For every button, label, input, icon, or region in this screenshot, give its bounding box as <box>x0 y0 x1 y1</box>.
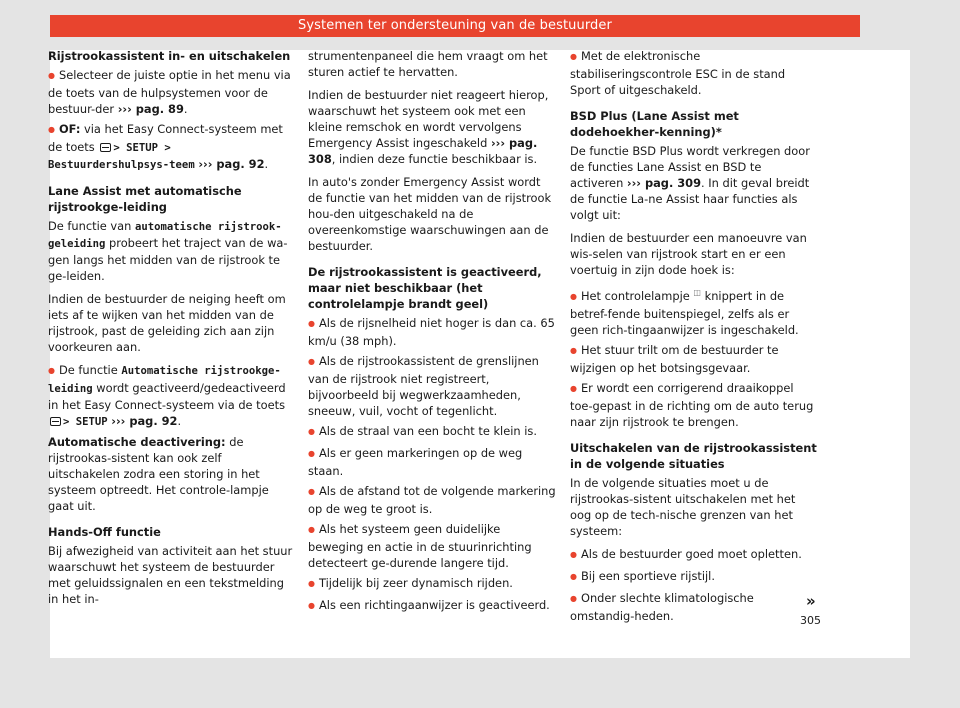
heading-hands-off: Hands-Off functie <box>48 525 161 539</box>
list-item: ● Tijdelijk bij zeer dynamisch rijden. <box>308 575 556 593</box>
paragraph: De functie BSD Plus wordt verkregen door de functies Lane Assist en BSD te activeren ››› pag. 309. In dit geval breidt de functie La-ne Assist haar functies als volgt uit: <box>570 144 810 222</box>
paragraph: In de volgende situaties moet u de rijstrookas-sistent uitschakelen met het oog op de tech-nische grenzen van het systeem: <box>570 475 796 538</box>
list-item: ● Met de elektronische stabiliseringscontrole ESC in de stand Sport of uitgeschakeld. <box>570 48 818 98</box>
list-item: ● Als het systeem geen duidelijke beweging en actie in de stuurinrichting detecteert ge-durende langere tijd. <box>308 521 556 571</box>
paragraph: Automatische deactivering: de rijstrookas-sistent kan ook zelf uitschakelen zodra een storing in het systeem optreedt. Het controle-lampje gaat uit. <box>48 435 269 513</box>
continue-arrow-icon: » <box>806 592 816 610</box>
paragraph: Bij afwezigheid van activiteit aan het stuur waarschuwt het systeem de bestuurder met geluidssignalen en een tekstmelding in het in- <box>48 544 293 606</box>
car-menu-icon <box>100 143 111 152</box>
paragraph: strumentenpaneel die hem vraagt om het sturen actief te hervatten. <box>308 49 548 79</box>
list-item: ● Als de bestuurder goed moet opletten. <box>570 546 818 564</box>
list-item: ● Het stuur trilt om de bestuurder te wijzigen op het botsingsgevaar. <box>570 342 818 376</box>
page-reference[interactable]: ››› pag. 89 <box>117 102 184 116</box>
page-reference[interactable]: ››› pag. 92 <box>198 157 265 171</box>
list-item: ● Als een richtingaanwijzer is geactiveerd. <box>308 597 556 615</box>
list-item: ● De functie Automatische rijstrookge-leiding wordt geactiveerd/gedeactiveerd in het Easy Connect-systeem via de toets > SETUP ››› pag. 92. <box>48 362 296 430</box>
warning-lamp-icon: ◫ <box>693 288 701 297</box>
list-item: ● Als er geen markeringen op de weg staan. <box>308 445 556 479</box>
heading-not-available: De rijstrookassistent is geactiveerd, maar niet beschikbaar (het controlelampje brandt geel) <box>308 265 542 311</box>
list-item: ● Als de straal van een bocht te klein is. <box>308 423 556 441</box>
list-item: ● Bij een sportieve rijstijl. <box>570 568 818 586</box>
heading-lane-assist-guidance: Lane Assist met automatische rijstrookge-leiding <box>48 184 242 214</box>
list-item: ● Selecteer de juiste optie in het menu via de toets van de hulpsystemen voor de bestuur-der ››› pag. 89. <box>48 67 296 117</box>
list-item: ● Als de afstand tot de volgende markering op de weg te groot is. <box>308 483 556 517</box>
list-item: ● Als de rijstrookassistent de grenslijnen van de rijstrook niet registreert, bijvoorbeeld bij wegwerkzaamheden, sneeuw, vuil, vocht of tegenlicht. <box>308 353 556 419</box>
menu-path: > SETUP > Bestuurdershulpsys-teem <box>48 142 195 171</box>
page-reference[interactable]: ››› pag. 308 <box>308 136 538 166</box>
column-1 <box>48 48 296 614</box>
car-menu-icon <box>50 417 61 426</box>
paragraph: Indien de bestuurder de neiging heeft om iets af te wijken van het midden van de rijstrook, past de geleiding zich aan zijn voorkeuren aan. <box>48 292 286 354</box>
list-item: ● Er wordt een corrigerend draaikoppel toe-gepast in de richting om de auto terug naar zijn rijstrook te brengen. <box>570 380 818 430</box>
paragraph: Indien de bestuurder niet reageert hierop, waarschuwt het systeem ook met een kleine remschok en wordt vervolgens Emergency Assist ingeschakeld ››› pag. 308, indien deze functie beschikbaar is. <box>308 88 549 166</box>
paragraph: De functie van automatische rijstrook-geleiding probeert het traject van de wa-gen langs het midden van de rijstrook te ge-leiden. <box>48 219 288 283</box>
page-reference[interactable]: ››› pag. 309 <box>626 176 702 190</box>
page-title: Systemen ter ondersteuning van de bestuurder <box>50 15 860 37</box>
list-item: ● Het controlelampje ◫ knippert in de betref-fende buitenspiegel, zelfs als er geen rich-tingaanwijzer is ingeschakeld. <box>570 285 818 338</box>
heading-switch-off: Uitschakelen van de rijstrookassistent in de volgende situaties <box>570 440 817 471</box>
heading-lane-assist-toggle: Rijstrookassistent in- en uitschakelen <box>48 49 291 63</box>
column-2 <box>308 48 556 619</box>
list-item: ● Onder slechte klimatologische omstandig-heden. <box>570 590 818 624</box>
list-item: ● Als de rijsnelheid niet hoger is dan ca. 65 km/u (38 mph). <box>308 315 556 349</box>
page-reference[interactable]: ››› pag. 92 <box>111 414 178 428</box>
page-number: 305 <box>800 614 821 627</box>
column-3 <box>570 48 818 628</box>
list-item: ● OF: via het Easy Connect-systeem met de toets > SETUP > Bestuurdershulpsys-teem ››› pag. 92. <box>48 121 296 173</box>
heading-bsd-plus: BSD Plus (Lane Assist met dodehoekher-kenning)* <box>570 109 739 139</box>
paragraph: Indien de bestuurder een manoeuvre van wis-selen van rijstrook start en er een voertuig in zijn dode hoek is: <box>570 231 807 277</box>
paragraph: In auto's zonder Emergency Assist wordt de functie van het midden van de rijstrook hou-den uitgeschakeld na de overeenkomstige waarschuwingen aan de bestuurder. <box>308 175 552 253</box>
